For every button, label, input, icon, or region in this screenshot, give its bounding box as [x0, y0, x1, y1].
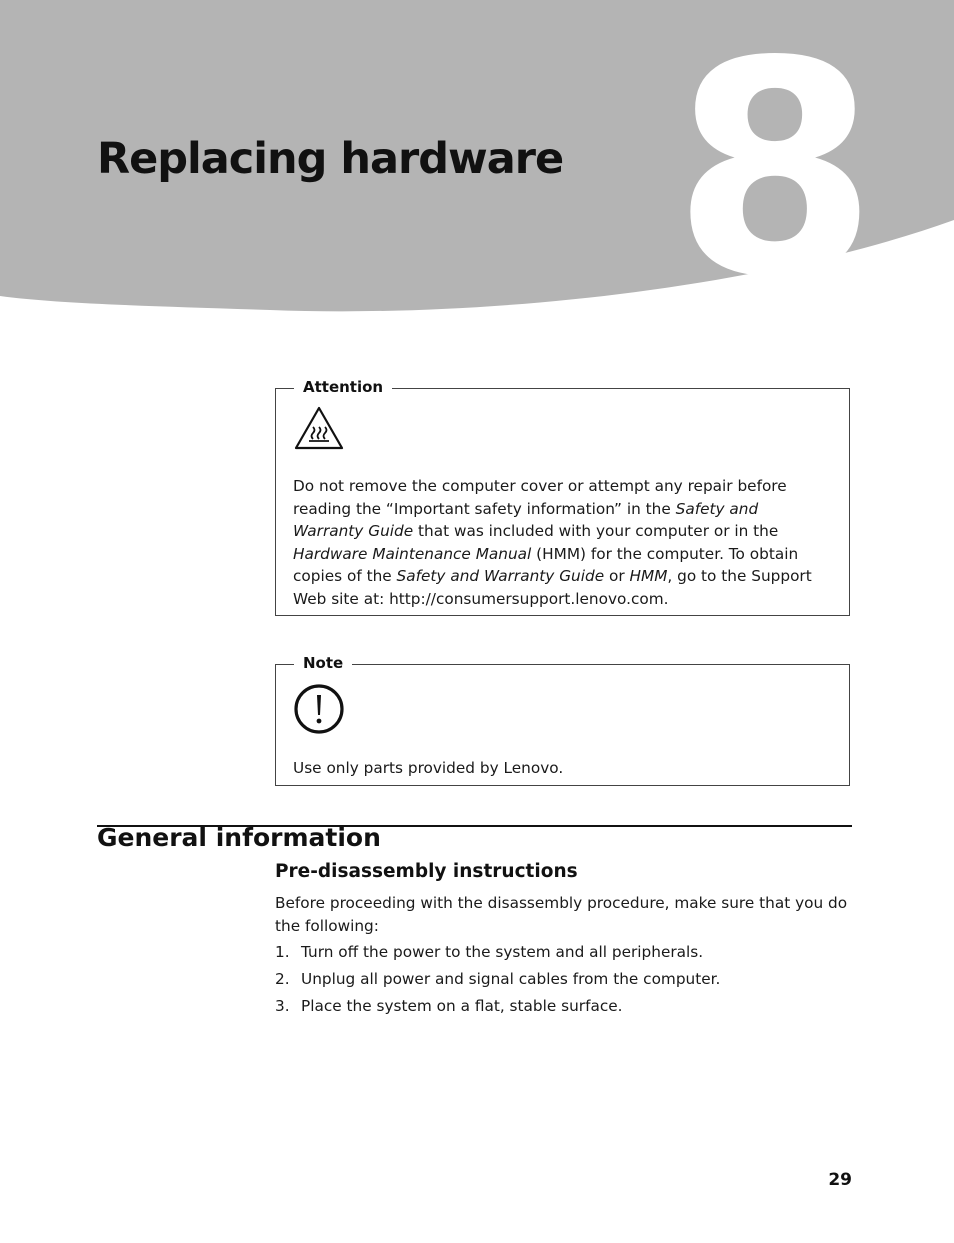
list-item-number: 3. — [275, 997, 290, 1015]
exclamation-circle-icon — [293, 683, 345, 739]
attention-label: Attention — [294, 378, 392, 396]
subsection-title: Pre-disassembly instructions — [275, 861, 578, 882]
attention-text-italic: Hardware Maintenance Manual — [293, 544, 532, 563]
note-text: Use only parts provided by Lenovo. — [293, 759, 564, 777]
attention-text-italic: HMM — [629, 567, 668, 585]
page-number: 29 — [828, 1170, 852, 1190]
list-item-number: 2. — [275, 970, 290, 988]
list-item-text: Turn off the power to the system and all peripherals. — [301, 943, 704, 961]
chapter-number: 8 — [672, 0, 878, 342]
attention-text-part: , go to the Support Web site at: http://consumersupport.lenovo.com. — [293, 567, 812, 608]
attention-box — [275, 378, 850, 616]
attention-text-part: (HMM) for the computer. To obtain copies of the — [293, 544, 799, 585]
list-item — [275, 995, 850, 1022]
chapter-title: Replacing hardware — [97, 134, 564, 184]
note-label: Note — [294, 654, 352, 672]
attention-text-part: that was included with your computer or in the — [413, 522, 779, 540]
note-box — [275, 654, 850, 786]
list-item-text: Place the system on a ﬂat, stable surface. — [301, 997, 623, 1015]
attention-text-part: Do not remove the computer cover or attempt any repair before reading the “Important safety information” in the — [293, 477, 787, 518]
list-item-text: Unplug all power and signal cables from the computer. — [301, 970, 721, 988]
attention-text-part: or — [604, 567, 630, 585]
section-title: General information — [97, 823, 381, 852]
list-item — [275, 941, 850, 968]
list-item-number: 1. — [275, 943, 290, 961]
intro-paragraph: Before proceeding with the disassembly procedure, make sure that you do the following: — [275, 894, 848, 935]
hot-surface-warning-icon — [293, 405, 345, 455]
attention-text — [293, 475, 833, 610]
instruction-list — [275, 941, 850, 1022]
attention-text-italic: Safety and Warranty Guide — [293, 499, 759, 540]
attention-text-italic: Safety and Warranty Guide — [396, 567, 605, 585]
list-item — [275, 968, 850, 995]
